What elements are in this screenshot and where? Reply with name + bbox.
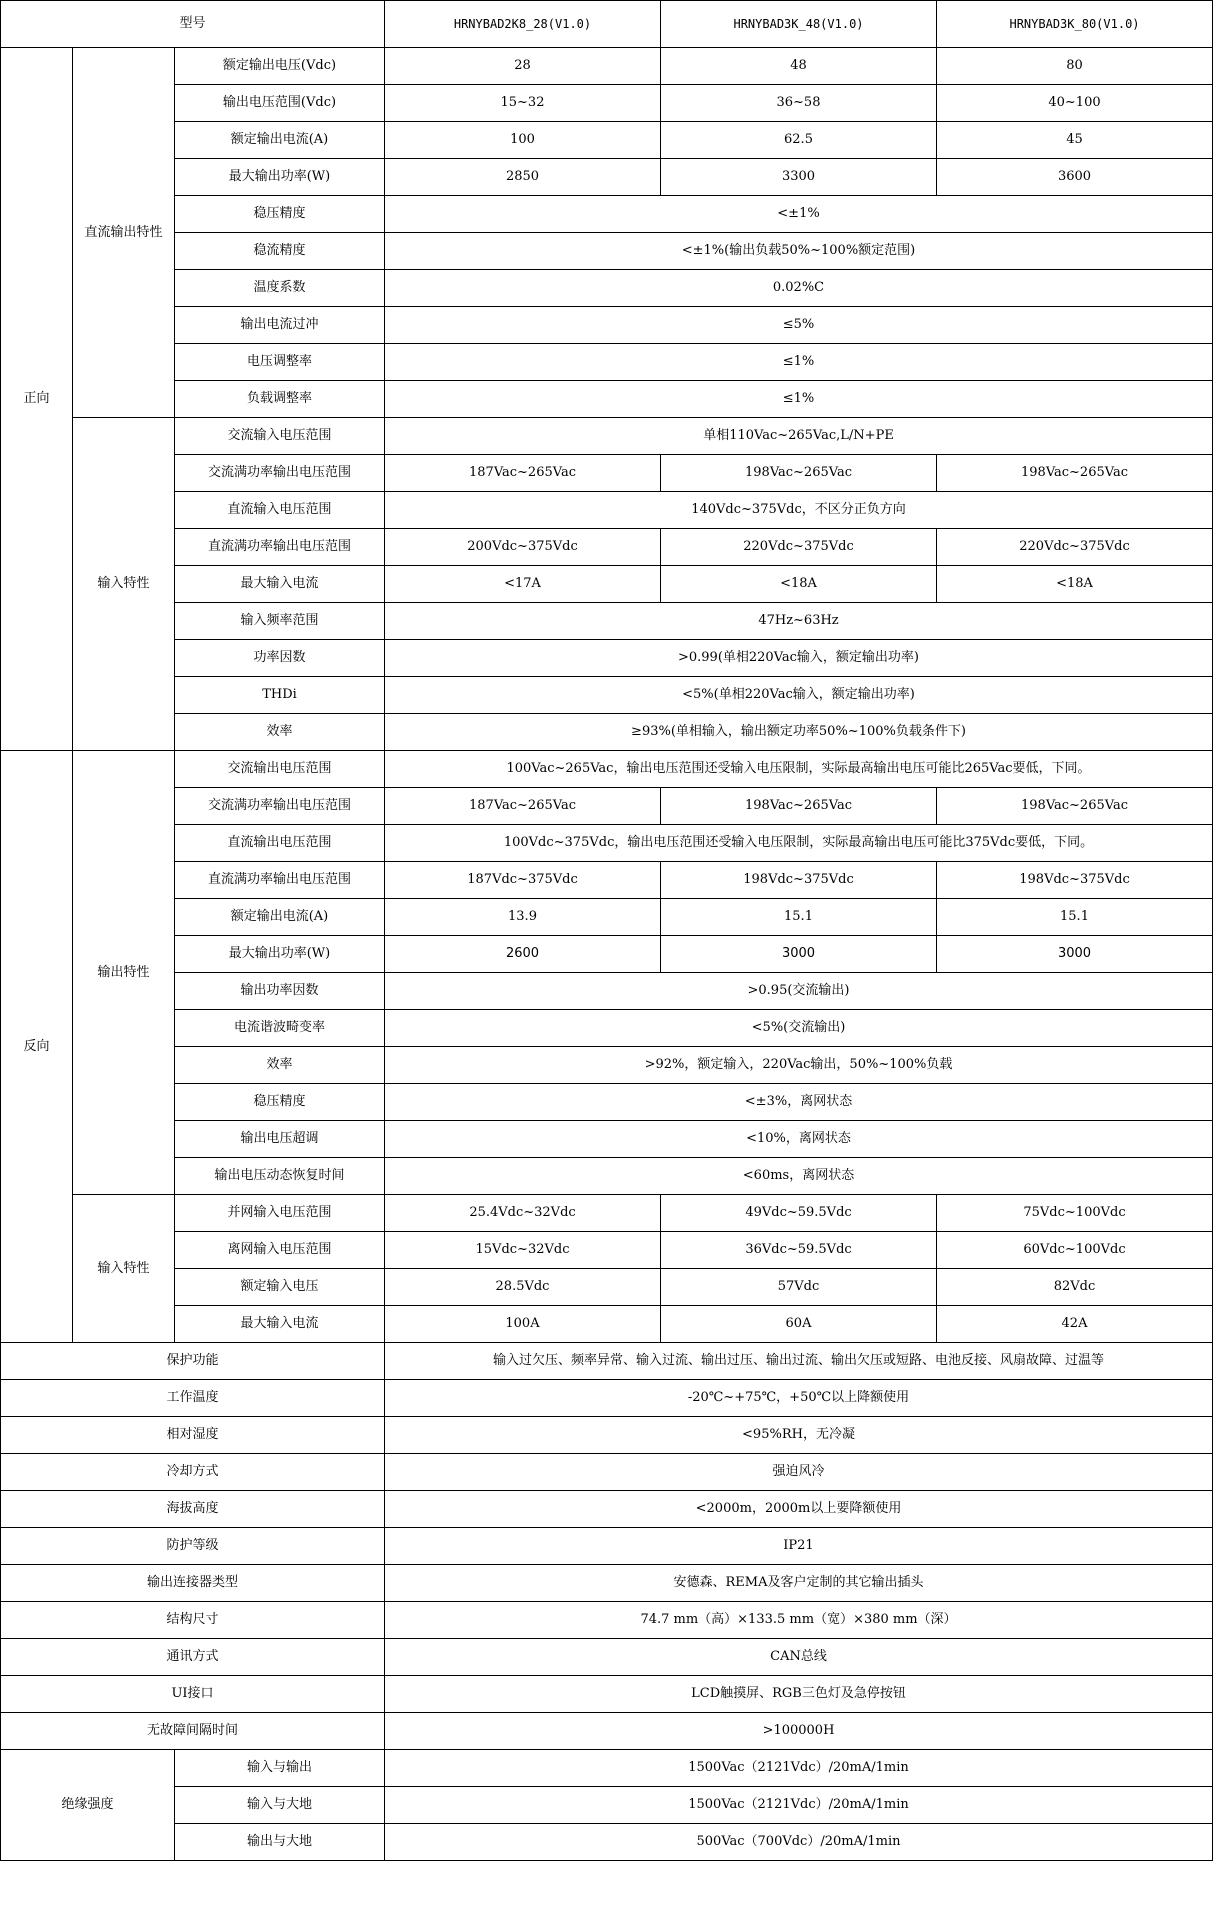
value-cell: >0.99(单相220Vac输入，额定输出功率) [385, 640, 1213, 677]
model-cell: HRNYBAD3K_80(V1.0) [937, 1, 1213, 48]
value-cell: 140Vdc~375Vdc，不区分正负方向 [385, 492, 1213, 529]
table-row [1, 529, 1213, 566]
value-cell: <17A [385, 566, 661, 603]
param-label: 最大输出功率(W) [175, 159, 385, 196]
value-cell: <5%(交流输出) [385, 1010, 1213, 1047]
table-row [1, 714, 1213, 751]
param-label: 额定输入电压 [175, 1269, 385, 1306]
value-cell: 15.1 [937, 899, 1213, 936]
table-row [1, 1639, 1213, 1676]
value-cell: 28 [385, 48, 661, 85]
table-row [1, 1269, 1213, 1306]
value-cell: 47Hz~63Hz [385, 603, 1213, 640]
value-cell: ≤5% [385, 307, 1213, 344]
param-label: 输出电压超调 [175, 1121, 385, 1158]
table-row [1, 899, 1213, 936]
specification-table-body [1, 1, 1213, 1861]
table-row [1, 862, 1213, 899]
param-label: 海拔高度 [1, 1491, 385, 1528]
param-label: 交流满功率输出电压范围 [175, 788, 385, 825]
group-label: 直流输出特性 [73, 48, 175, 418]
table-row [1, 1454, 1213, 1491]
value-cell: 3300 [661, 159, 937, 196]
value-cell: ≤1% [385, 381, 1213, 418]
value-cell: 15.1 [661, 899, 937, 936]
value-cell: 25.4Vdc~32Vdc [385, 1195, 661, 1232]
value-cell: 62.5 [661, 122, 937, 159]
table-row [1, 640, 1213, 677]
value-cell: <18A [937, 566, 1213, 603]
table-row [1, 1084, 1213, 1121]
value-cell: 强迫风冷 [385, 1454, 1213, 1491]
value-cell: 187Vac~265Vac [385, 455, 661, 492]
param-label: 结构尺寸 [1, 1602, 385, 1639]
table-row [1, 1158, 1213, 1195]
table-row [1, 270, 1213, 307]
param-label: 冷却方式 [1, 1454, 385, 1491]
param-label: 最大输出功率(W) [175, 936, 385, 973]
param-label: 效率 [175, 1047, 385, 1084]
value-cell: 3600 [937, 159, 1213, 196]
param-label: 并网输入电压范围 [175, 1195, 385, 1232]
value-cell: 74.7 mm（高）×133.5 mm（宽）×380 mm（深） [385, 1602, 1213, 1639]
value-cell: <2000m，2000m以上要降额使用 [385, 1491, 1213, 1528]
value-cell: 3000 [937, 936, 1213, 973]
table-row [1, 677, 1213, 714]
value-cell: <±1% [385, 196, 1213, 233]
table-row [1, 1713, 1213, 1750]
value-cell: 198Vdc~375Vdc [937, 862, 1213, 899]
table-row [1, 196, 1213, 233]
model-label-cell: 型号 [1, 1, 385, 48]
value-cell: 187Vdc~375Vdc [385, 862, 661, 899]
value-cell: <10%，离网状态 [385, 1121, 1213, 1158]
table-row [1, 1528, 1213, 1565]
param-label: 防护等级 [1, 1528, 385, 1565]
table-row [1, 48, 1213, 85]
value-cell: 200Vdc~375Vdc [385, 529, 661, 566]
value-cell: <60ms，离网状态 [385, 1158, 1213, 1195]
table-row [1, 307, 1213, 344]
value-cell: CAN总线 [385, 1639, 1213, 1676]
param-label: 输入与输出 [175, 1750, 385, 1787]
value-cell: 3000 [661, 936, 937, 973]
value-cell: <5%(单相220Vac输入，额定输出功率) [385, 677, 1213, 714]
value-cell: <18A [661, 566, 937, 603]
table-row [1, 788, 1213, 825]
param-label: 温度系数 [175, 270, 385, 307]
param-label: 输入与大地 [175, 1787, 385, 1824]
param-label: 电压调整率 [175, 344, 385, 381]
param-label: 交流输出电压范围 [175, 751, 385, 788]
param-label: 功率因数 [175, 640, 385, 677]
value-cell: 60Vdc~100Vdc [937, 1232, 1213, 1269]
value-cell: 82Vdc [937, 1269, 1213, 1306]
param-label: 额定输出电流(A) [175, 899, 385, 936]
table-row [1, 1750, 1213, 1787]
table-row [1, 381, 1213, 418]
table-row [1, 566, 1213, 603]
group-label: 输出特性 [73, 751, 175, 1195]
model-cell: HRNYBAD3K_48(V1.0) [661, 1, 937, 48]
table-row [1, 122, 1213, 159]
param-label: 交流满功率输出电压范围 [175, 455, 385, 492]
table-row [1, 1824, 1213, 1861]
model-cell: HRNYBAD2K8_28(V1.0) [385, 1, 661, 48]
param-label: 最大输入电流 [175, 566, 385, 603]
param-label: 负载调整率 [175, 381, 385, 418]
table-row [1, 936, 1213, 973]
table-row [1, 1380, 1213, 1417]
section-label-reverse: 反向 [1, 751, 73, 1343]
value-cell: 198Vac~265Vac [937, 788, 1213, 825]
value-cell: IP21 [385, 1528, 1213, 1565]
param-label: 稳流精度 [175, 233, 385, 270]
value-cell: 36~58 [661, 85, 937, 122]
param-label: 直流满功率输出电压范围 [175, 862, 385, 899]
param-label: 效率 [175, 714, 385, 751]
param-label: 额定输出电压(Vdc) [175, 48, 385, 85]
param-label: 离网输入电压范围 [175, 1232, 385, 1269]
value-cell: 80 [937, 48, 1213, 85]
table-row [1, 1195, 1213, 1232]
table-row [1, 825, 1213, 862]
table-row [1, 233, 1213, 270]
value-cell: 48 [661, 48, 937, 85]
table-row [1, 418, 1213, 455]
value-cell: 187Vac~265Vac [385, 788, 661, 825]
table-row [1, 1306, 1213, 1343]
table-row [1, 603, 1213, 640]
param-label: 通讯方式 [1, 1639, 385, 1676]
value-cell: 198Vac~265Vac [661, 455, 937, 492]
table-row [1, 85, 1213, 122]
value-cell: 1500Vac（2121Vdc）/20mA/1min [385, 1787, 1213, 1824]
value-cell: <±1%(输出负载50%~100%额定范围) [385, 233, 1213, 270]
value-cell: 100Vdc~375Vdc，输出电压范围还受输入电压限制，实际最高输出电压可能比375Vdc要低，下同。 [385, 825, 1213, 862]
value-cell: LCD触摸屏、RGB三色灯及急停按钮 [385, 1676, 1213, 1713]
group-label: 输入特性 [73, 418, 175, 751]
table-row [1, 1121, 1213, 1158]
value-cell: ≥93%(单相输入，输出额定功率50%~100%负载条件下) [385, 714, 1213, 751]
value-cell: 单相110Vac~265Vac,L/N+PE [385, 418, 1213, 455]
table-row [1, 1602, 1213, 1639]
value-cell: 42A [937, 1306, 1213, 1343]
param-label: 输出与大地 [175, 1824, 385, 1861]
param-label: 直流满功率输出电压范围 [175, 529, 385, 566]
param-label: THDi [175, 677, 385, 714]
param-label: 稳压精度 [175, 1084, 385, 1121]
table-row [1, 492, 1213, 529]
param-label: 工作温度 [1, 1380, 385, 1417]
value-cell: >92%，额定输入，220Vac输出，50%~100%负载 [385, 1047, 1213, 1084]
value-cell: 100Vac~265Vac，输出电压范围还受输入电压限制，实际最高输出电压可能比265Vac要低，下同。 [385, 751, 1213, 788]
param-label: UI接口 [1, 1676, 385, 1713]
value-cell: 45 [937, 122, 1213, 159]
value-cell: 36Vdc~59.5Vdc [661, 1232, 937, 1269]
param-label: 相对湿度 [1, 1417, 385, 1454]
value-cell: 100A [385, 1306, 661, 1343]
table-row [1, 1565, 1213, 1602]
table-row [1, 1417, 1213, 1454]
value-cell: 49Vdc~59.5Vdc [661, 1195, 937, 1232]
value-cell: <95%RH，无冷凝 [385, 1417, 1213, 1454]
param-label: 输出连接器类型 [1, 1565, 385, 1602]
group-label: 输入特性 [73, 1195, 175, 1343]
section-label-forward: 正向 [1, 48, 73, 751]
value-cell: 输入过欠压、频率异常、输入过流、输出过压、输出过流、输出欠压或短路、电池反接、风扇故障、过温等 [385, 1343, 1213, 1380]
value-cell: >0.95(交流输出) [385, 973, 1213, 1010]
value-cell: >100000H [385, 1713, 1213, 1750]
value-cell: 220Vdc~375Vdc [937, 529, 1213, 566]
value-cell: 40~100 [937, 85, 1213, 122]
table-row [1, 1491, 1213, 1528]
param-label: 保护功能 [1, 1343, 385, 1380]
param-label: 输出电流过冲 [175, 307, 385, 344]
table-row [1, 1047, 1213, 1084]
table-row [1, 1232, 1213, 1269]
param-label: 输出电压范围(Vdc) [175, 85, 385, 122]
value-cell: 100 [385, 122, 661, 159]
param-label: 交流输入电压范围 [175, 418, 385, 455]
param-label: 无故障间隔时间 [1, 1713, 385, 1750]
value-cell: 2850 [385, 159, 661, 196]
value-cell: 198Vac~265Vac [661, 788, 937, 825]
value-cell: <±3%，离网状态 [385, 1084, 1213, 1121]
group-label: 绝缘强度 [1, 1750, 175, 1861]
table-row [1, 1787, 1213, 1824]
value-cell: 57Vdc [661, 1269, 937, 1306]
value-cell: 60A [661, 1306, 937, 1343]
value-cell: 1500Vac（2121Vdc）/20mA/1min [385, 1750, 1213, 1787]
param-label: 直流输入电压范围 [175, 492, 385, 529]
table-row [1, 751, 1213, 788]
param-label: 输入频率范围 [175, 603, 385, 640]
value-cell: 0.02%C [385, 270, 1213, 307]
value-cell: ≤1% [385, 344, 1213, 381]
header-row [1, 1, 1213, 48]
param-label: 直流输出电压范围 [175, 825, 385, 862]
param-label: 电流谐波畸变率 [175, 1010, 385, 1047]
value-cell: 198Vac~265Vac [937, 455, 1213, 492]
value-cell: 28.5Vdc [385, 1269, 661, 1306]
value-cell: 75Vdc~100Vdc [937, 1195, 1213, 1232]
table-row [1, 973, 1213, 1010]
table-row [1, 1010, 1213, 1047]
table-row [1, 344, 1213, 381]
value-cell: 15~32 [385, 85, 661, 122]
value-cell: 13.9 [385, 899, 661, 936]
table-row [1, 1343, 1213, 1380]
value-cell: 500Vac（700Vdc）/20mA/1min [385, 1824, 1213, 1861]
param-label: 输出功率因数 [175, 973, 385, 1010]
param-label: 额定输出电流(A) [175, 122, 385, 159]
value-cell: 安德森、REMA及客户定制的其它输出插头 [385, 1565, 1213, 1602]
value-cell: -20℃~+75℃，+50℃以上降额使用 [385, 1380, 1213, 1417]
table-row [1, 1676, 1213, 1713]
value-cell: 2600 [385, 936, 661, 973]
table-row [1, 159, 1213, 196]
param-label: 最大输入电流 [175, 1306, 385, 1343]
param-label: 输出电压动态恢复时间 [175, 1158, 385, 1195]
value-cell: 220Vdc~375Vdc [661, 529, 937, 566]
value-cell: 15Vdc~32Vdc [385, 1232, 661, 1269]
param-label: 稳压精度 [175, 196, 385, 233]
table-row [1, 455, 1213, 492]
value-cell: 198Vdc~375Vdc [661, 862, 937, 899]
